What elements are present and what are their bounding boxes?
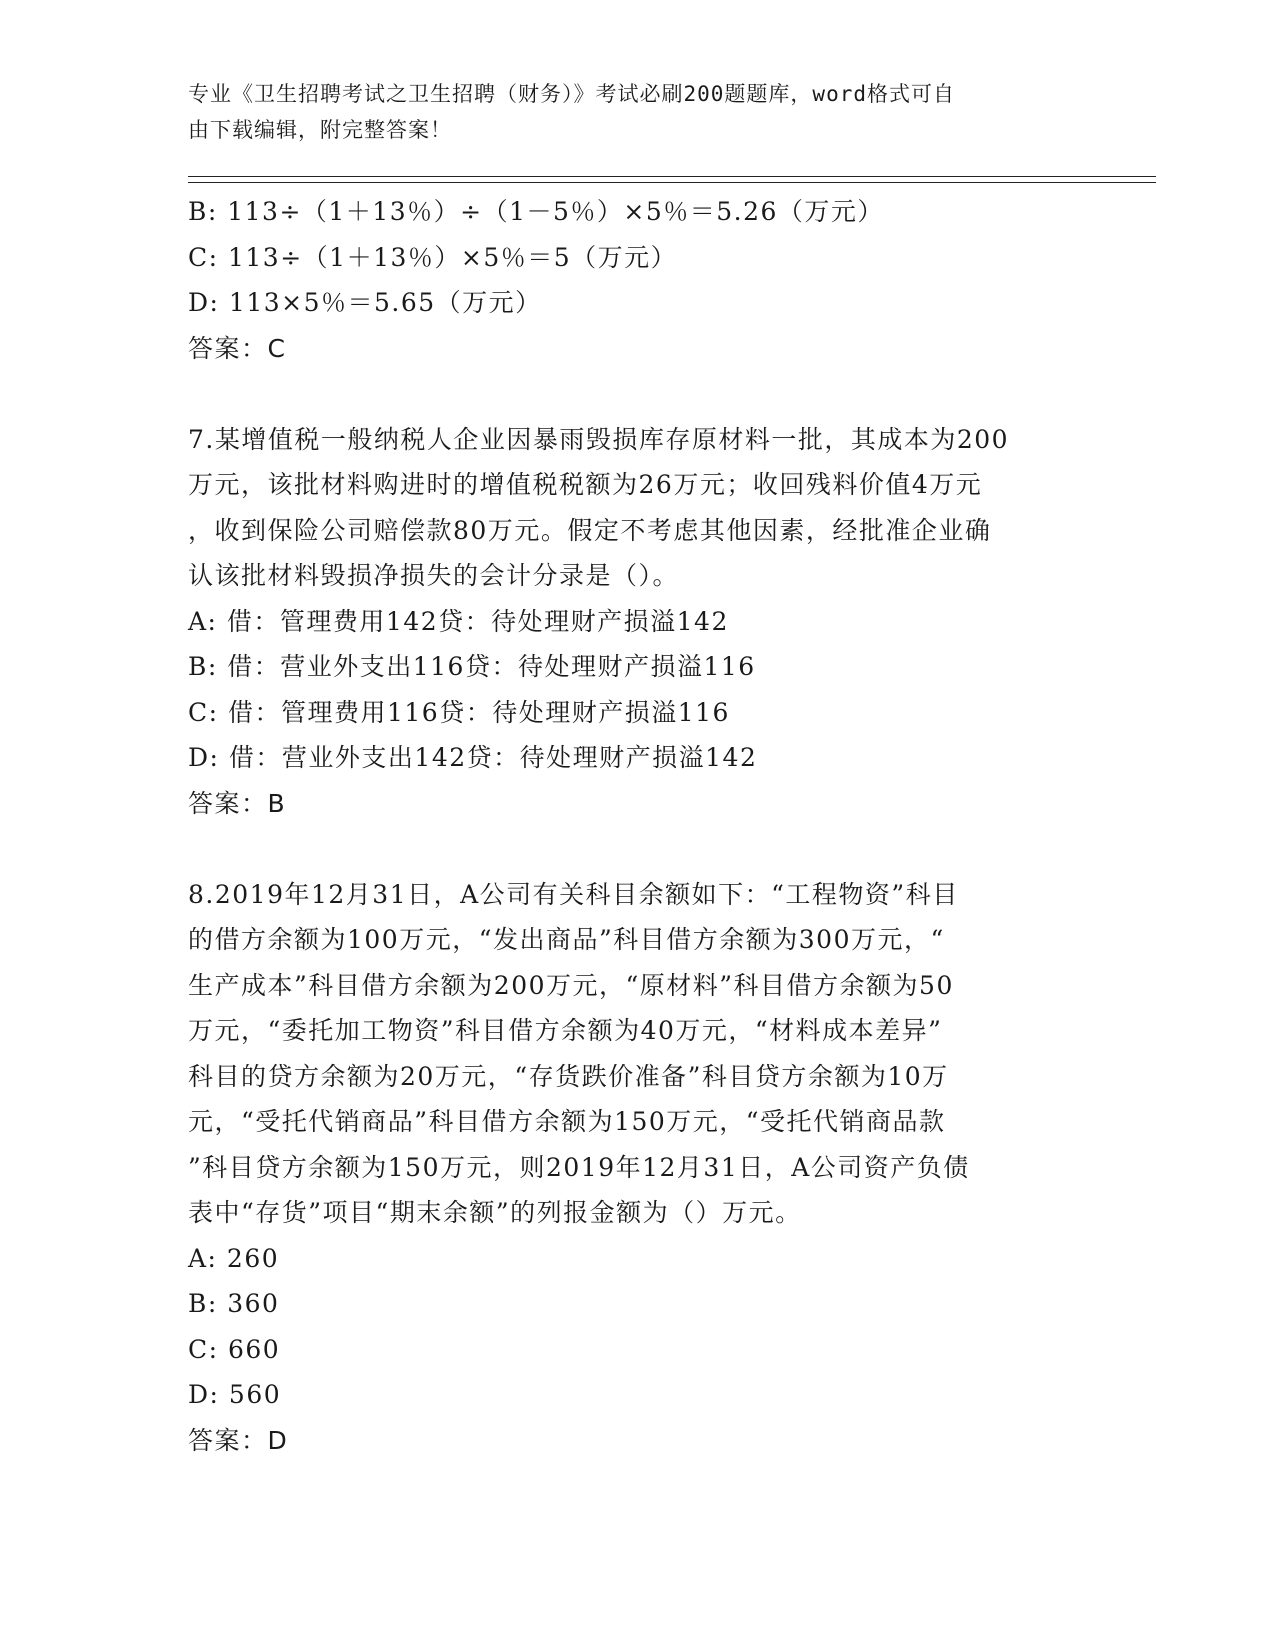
spacer (188, 371, 1088, 417)
question-stem-line: 元，“受托代销商品”科目借方余额为150万元，“受托代销商品款 (188, 1107, 946, 1136)
question-8 (188, 872, 1088, 1464)
option-d: D: 560 (188, 1380, 282, 1409)
previous-question (188, 189, 1088, 371)
header-line-1: 专业《卫生招聘考试之卫生招聘（财务）》考试必刷200题题库，word格式可自 (188, 82, 955, 106)
question-stem-line: ”科目贷方余额为150万元，则2019年12月31日，A公司资产负债 (188, 1152, 970, 1182)
answer-line: 答案：B (188, 788, 287, 818)
question-stem-line: 万元，该批材料购进时的增值税税额为26万元；收回残料价值4万元 (188, 470, 983, 499)
question-7 (188, 417, 1088, 827)
document-body (188, 189, 1088, 1463)
option-a: A: 260 (188, 1243, 280, 1273)
option-c: C: 借：管理费用116贷：待处理财产损溢116 (188, 697, 730, 727)
question-stem-line: 7.某增值税一般纳税人企业因暴雨毁损库存原材料一批，其成本为200 (188, 424, 1010, 454)
spacer (188, 826, 1088, 872)
question-stem-line: 认该批材料毁损净损失的会计分录是（）。 (188, 561, 680, 590)
question-stem-line: 表中“存货”项目“期末余额”的列报金额为（）万元。 (188, 1198, 802, 1227)
question-stem-line: 万元，“委托加工物资”科目借方余额为40万元，“材料成本差异” (188, 1016, 943, 1045)
option-d: D: 113×5％＝5.65（万元） (188, 288, 542, 317)
header-divider-bottom (188, 182, 1156, 183)
header-divider-top (188, 176, 1156, 177)
option-b: B: 113÷（1＋13％）÷（1－5％）×5％＝5.26（万元） (188, 197, 884, 226)
question-stem-line: 的借方余额为100万元，“发出商品”科目借方余额为300万元，“ (188, 925, 945, 954)
option-d: D: 借：营业外支出142贷：待处理财产损溢142 (188, 743, 758, 772)
option-c: C: 660 (188, 1334, 281, 1364)
answer-line: 答案：C (188, 333, 287, 363)
option-b: B: 360 (188, 1289, 280, 1318)
option-c: C: 113÷（1＋13％）×5％＝5（万元） (188, 242, 678, 272)
question-stem-line: 生产成本”科目借方余额为200万元，“原材料”科目借方余额为50 (188, 970, 954, 1000)
answer-line: 答案：D (188, 1425, 289, 1455)
document-header (188, 76, 1078, 148)
option-b: B: 借：营业外支出116贷：待处理财产损溢116 (188, 652, 756, 681)
question-stem-line: 科目的贷方余额为20万元，“存货跌价准备”科目贷方余额为10万 (188, 1061, 949, 1091)
question-stem-line: ，收到保险公司赔偿款80万元。假定不考虑其他因素，经批准企业确 (188, 515, 992, 545)
question-stem-line: 8.2019年12月31日，A公司有关科目余额如下：“工程物资”科目 (188, 879, 959, 909)
option-a: A: 借：管理费用142贷：待处理财产损溢142 (188, 606, 729, 636)
header-line-2: 由下载编辑，附完整答案！ (188, 118, 452, 142)
